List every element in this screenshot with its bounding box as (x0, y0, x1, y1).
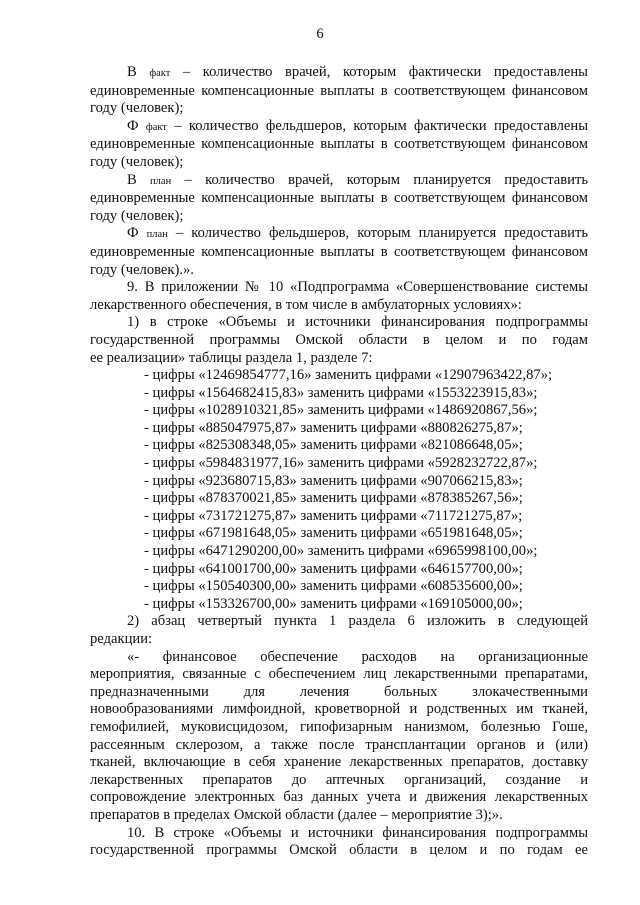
quote-line: гемофилией, муковисцидозом, гипофизарным нанизмом, болезнью Гоше, (90, 718, 588, 735)
definition-symbol: В (127, 64, 137, 80)
section-line: 10. В строке «Объемы и источники финансирования подпрограммы (127, 824, 588, 841)
quote-line: препаратов в пределах Омской области (далее – мероприятие 3);». (90, 806, 503, 823)
replacement-item: - цифры «731721275,87» заменить цифрами «711721275,87»; (144, 507, 523, 524)
definition-3 (90, 225, 588, 279)
definition-subscript: план (150, 175, 172, 187)
point-line: 1) в строке «Объемы и источники финансирования подпрограммы (127, 314, 588, 331)
quote-line: мероприятия, связанные с обеспечением лиц лекарственными препаратами, (90, 666, 588, 683)
definition-line: единовременные компенсационные выплаты в соответствующем финансовом (90, 243, 588, 260)
replacement-item: - цифры «885047975,87» заменить цифрами «880826275,87»; (144, 419, 523, 436)
replacement-item: - цифры «1564682415,83» заменить цифрами «1553223915,83»; (144, 384, 538, 401)
replacement-item: - цифры «641001700,00» заменить цифрами «646157700,00»; (144, 560, 523, 577)
definition-subscript: факт (145, 121, 167, 133)
replacement-item: - цифры «150540300,00» заменить цифрами «608535600,00»; (144, 578, 523, 595)
quote-line: рассеянным склерозом, а также после трансплантации органов и (или) (90, 736, 588, 753)
point-line: ее реализации» таблицы раздела 1, разделе 7: (90, 349, 373, 366)
section-9 (90, 279, 588, 314)
point-2 (90, 613, 588, 648)
section-line: государственной программы Омской области в целом и по годам ее (90, 842, 588, 859)
definition-line: году (человек).». (90, 261, 194, 278)
section-line: лекарственного обеспечения, в том числе в амбулаторных условиях»: (90, 296, 522, 313)
replacement-item: - цифры «671981648,05» заменить цифрами «651981648,05»; (144, 525, 523, 542)
definition-1 (90, 118, 588, 172)
point-line: 2) абзац четвертый пункта 1 раздела 6 изложить в следующей (127, 613, 588, 630)
replacement-list (90, 367, 588, 613)
replacement-item: - цифры «825308348,05» заменить цифрами «821086648,05»; (144, 437, 523, 454)
definition-line: году (человек); (90, 153, 184, 170)
page-number: 6 (316, 26, 324, 42)
definition-line: Ф план – количество фельдшеров, которым планируется предоставить (127, 225, 588, 242)
definition-line: единовременные компенсационные выплаты в соответствующем финансовом (90, 82, 588, 99)
definition-line: Ф факт – количество фельдшеров, которым фактически предоставлены (127, 117, 589, 134)
replacement-item: - цифры «153326700,00» заменить цифрами «169105000,00»; (144, 595, 523, 612)
replacement-item: - цифры «5984831977,16» заменить цифрами «5928232722,87»; (144, 455, 538, 472)
definition-symbol: Ф (127, 225, 139, 242)
replacement-item: - цифры «878370021,85» заменить цифрами «878385267,56»; (144, 490, 523, 507)
definition-symbol: В (127, 171, 137, 188)
replacement-item: - цифры «6471290200,00» заменить цифрами «6965998100,00»; (144, 543, 538, 560)
definition-2 (90, 172, 588, 226)
document-body (90, 64, 588, 860)
quote-line: тканей, включающие в себя хранение лекарственных препаратов, доставку (90, 754, 588, 771)
quote-line: новообразованиями лимфоидной, кроветворной и родственных им тканей, (90, 701, 588, 718)
definition-line: В факт – количество врачей, которым фактически предоставлены (127, 64, 588, 80)
quote-line: «- финансовое обеспечение расходов на организационные (127, 648, 588, 665)
replacement-item: - цифры «1028910321,85» заменить цифрами «1486920867,56»; (144, 402, 538, 419)
definition-line: В план – количество врачей, которым планируется предоставить (127, 171, 588, 188)
definition-0 (90, 64, 588, 118)
definition-subscript: план (146, 229, 168, 241)
definition-symbol: Ф (127, 117, 139, 134)
point-1 (90, 314, 588, 367)
definition-line: единовременные компенсационные выплаты в соответствующем финансовом (90, 136, 588, 153)
replacement-item: - цифры «923680715,83» заменить цифрами «907066215,83»; (144, 472, 523, 489)
definition-line: единовременные компенсационные выплаты в соответствующем финансовом (90, 190, 588, 207)
definition-line: году (человек); (90, 207, 184, 224)
section-10 (90, 825, 588, 860)
quote-line: лекарственных препаратов до аптечных организаций, создание и (90, 771, 588, 788)
quote-line: предназначенными для лечения больных злокачественными (90, 683, 588, 700)
point-line: государственной программы Омской области в целом и по годам (90, 331, 588, 348)
definition-subscript: факт (149, 68, 171, 79)
definition-line: году (человек); (90, 100, 184, 117)
section-line: 9. В приложении № 10 «Подпрограмма «Совершенствование системы (127, 279, 588, 296)
quote-line: сопровождение электронных баз данных учета и движения лекарственных (90, 789, 588, 806)
replacement-item: - цифры «12469854777,16» заменить цифрами «12907963422,87»; (144, 367, 553, 384)
point-line: редакции: (90, 631, 153, 647)
quoted-paragraph (90, 649, 588, 825)
